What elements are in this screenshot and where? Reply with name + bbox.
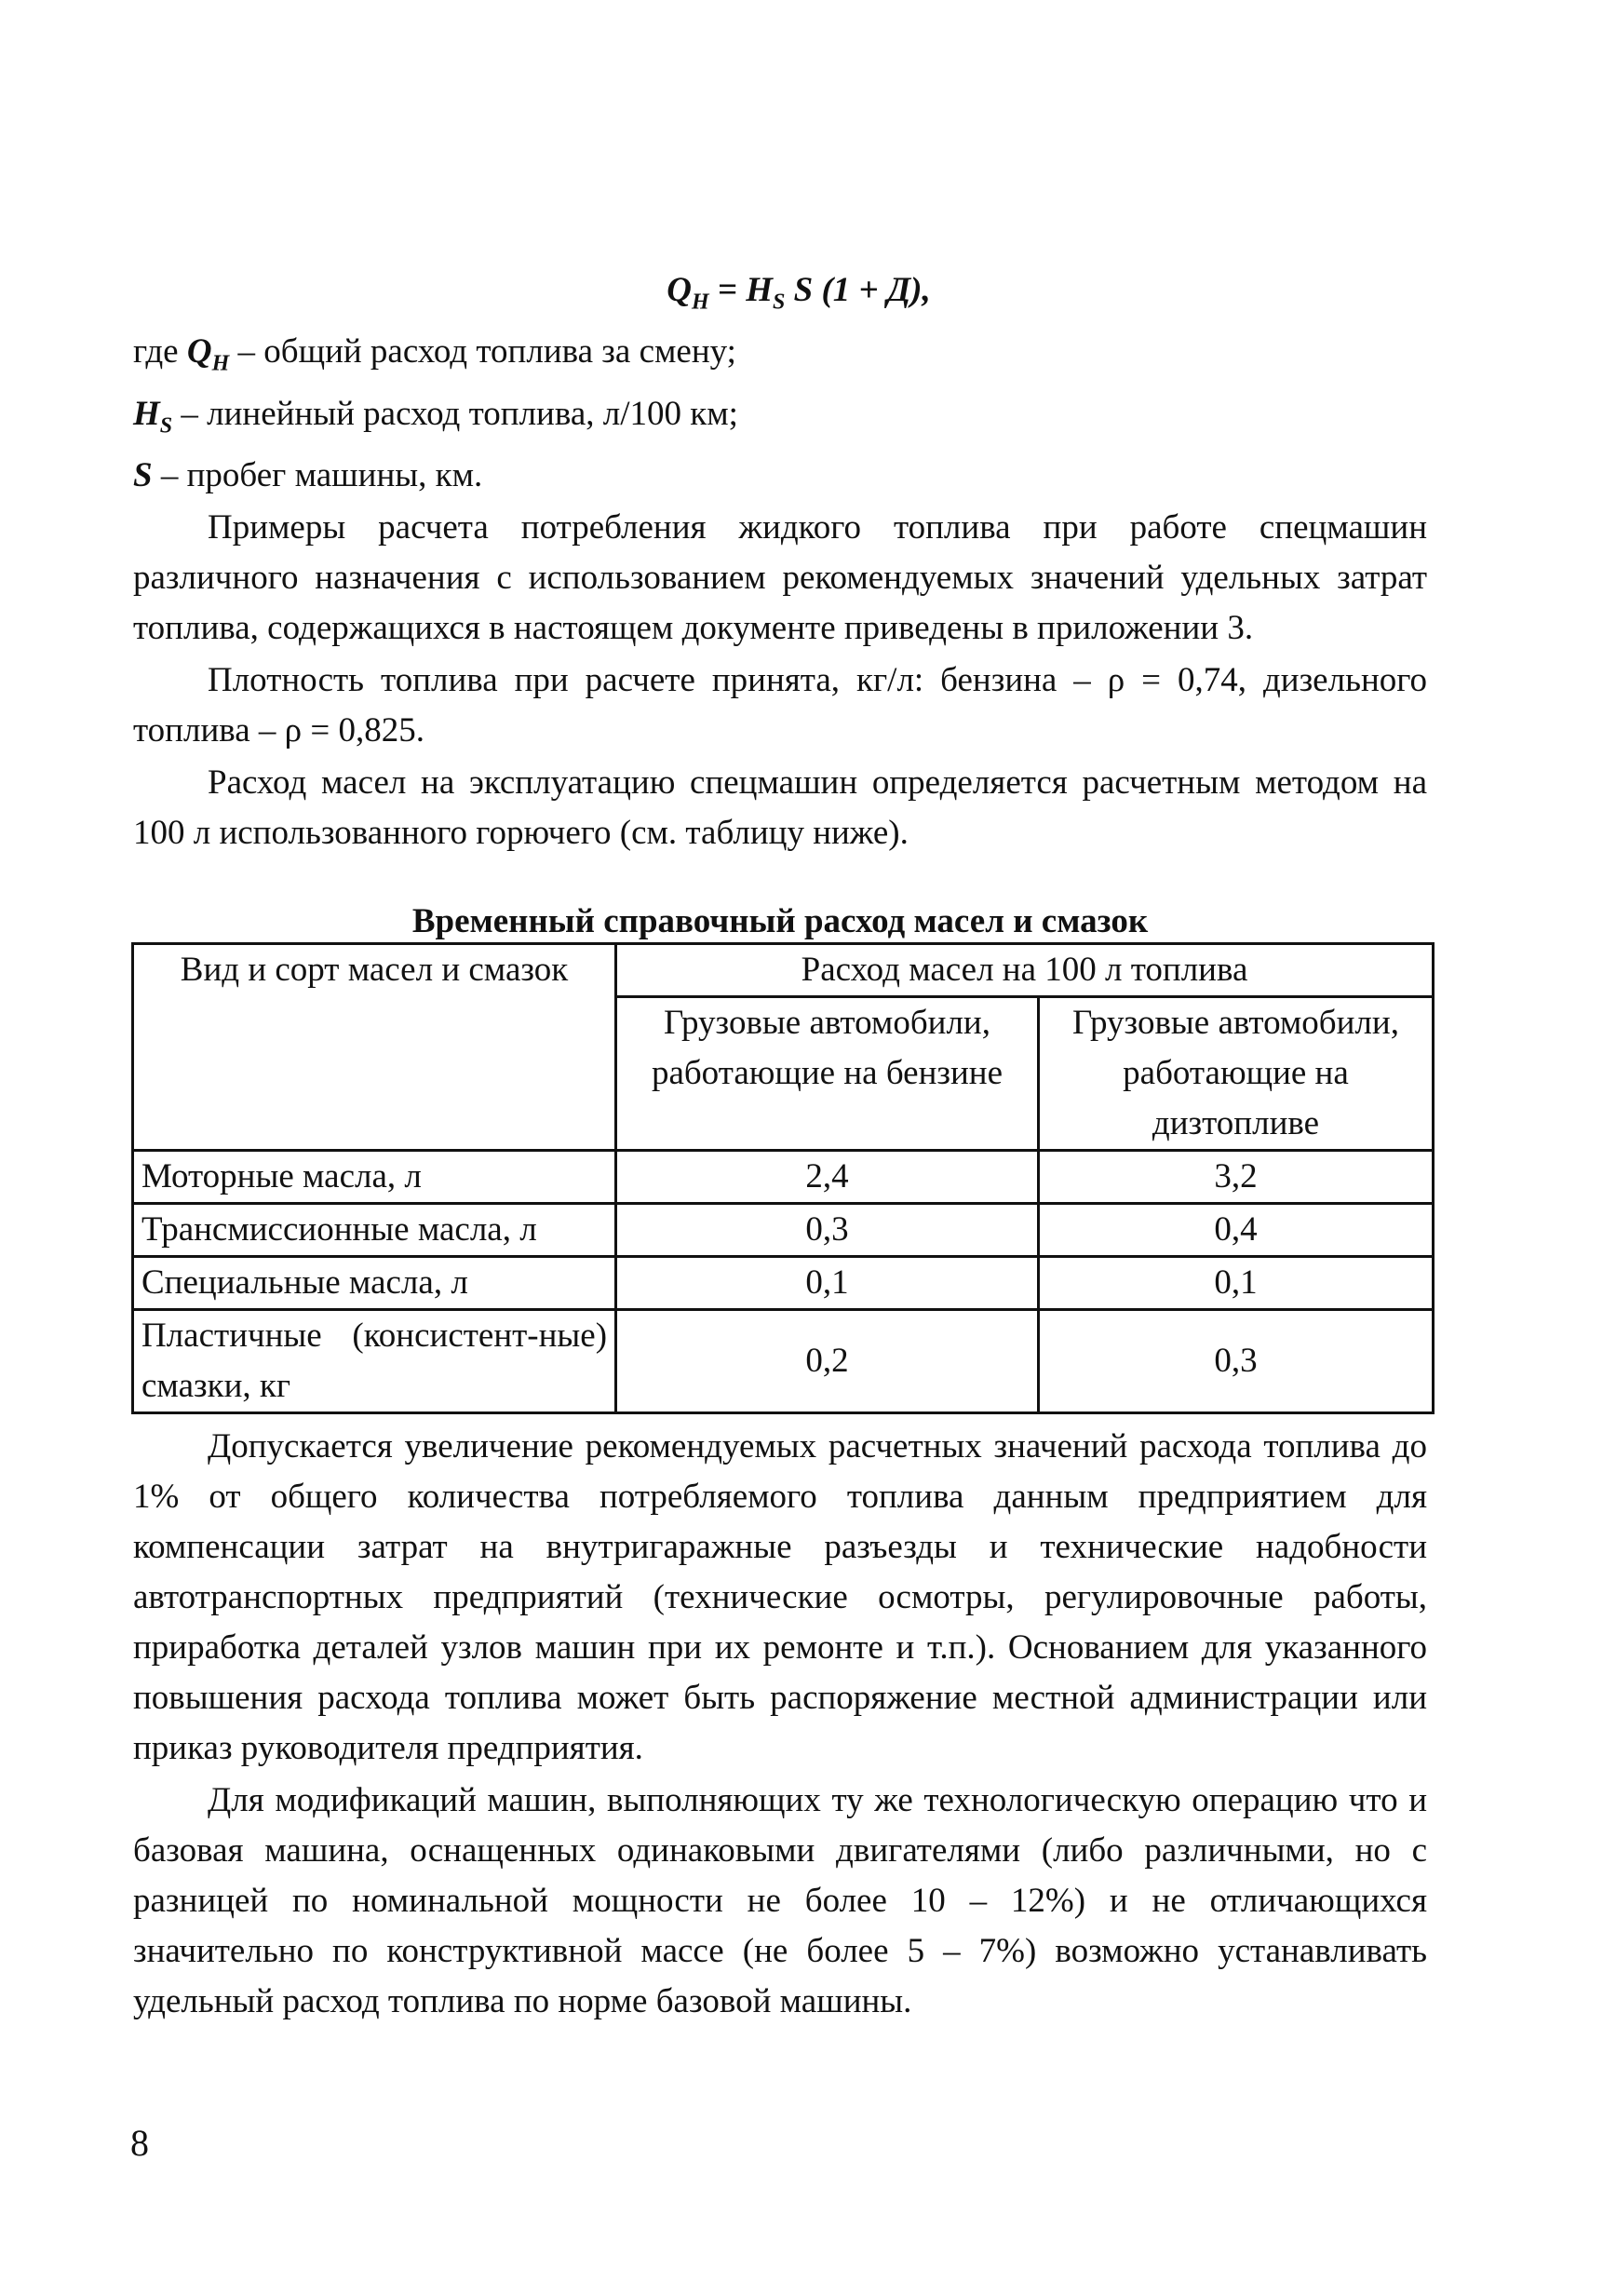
table-row <box>133 1257 1434 1310</box>
row-petrol-value: 0,2 <box>616 1310 1039 1413</box>
oil-consumption-table <box>131 942 1435 1414</box>
table-row <box>133 1204 1434 1257</box>
row-name: Моторные масла, л <box>133 1151 616 1204</box>
formula: $Q_H = H_S$ S (1 + Д), <box>667 271 931 315</box>
paragraph-examples: Примеры расчета потребления жидкого топлива при работе спецмашин различного назначения с использованием рекомендуемых значений удельных затрат топлива, содержащихся в настоящем документе приведены в приложении 3. <box>133 508 1427 648</box>
paragraph-modifications: Для модификаций машин, выполняющих ту же технологическую операцию что и базовая машина, оснащенных одинаковыми двигателями (либо различными, но с разницей по номинальной мощности не более 10 – 12%) и не отличающихся значительно по конструктивной массе (не более 5 – 7%) возможно устанавливать удельный расход топлива по норме базовой машины. <box>133 1781 1427 2021</box>
paragraph-allowance: Допускается увеличение рекомендуемых расчетных значений расхода топлива до 1% от общего количества потребляемого топлива данным предприятием для компенсации затрат на внутригаражные разъезды и технические надобности автотранспортных предприятий (технические осмотры, регулировочные работы, приработка деталей узлов машин при их ремонте и т.п.). Основанием для указанного повышения расхода топлива может быть распоряжение местной администрации или приказ руководителя предприятия. <box>133 1427 1427 1768</box>
page-content <box>133 265 1427 2027</box>
row-diesel-value: 0,4 <box>1038 1204 1433 1257</box>
table-row <box>133 1151 1434 1204</box>
table-header-row <box>133 944 1434 997</box>
row-petrol-value: 0,3 <box>616 1204 1039 1257</box>
row-petrol-value: 0,1 <box>616 1257 1039 1310</box>
row-petrol-value: 2,4 <box>616 1151 1039 1204</box>
table-title: Временный справочный расход масел и смазок <box>411 902 1149 941</box>
row-name: Пластичные (консистент-ные) смазки, кг <box>133 1310 616 1413</box>
header-consumption-group: Расход масел на 100 л топлива <box>616 944 1434 997</box>
header-petrol-trucks: Грузовые автомобили, работающие на бензине <box>616 997 1039 1151</box>
paragraph-density: Плотность топлива при расчете принята, кг/л: бензина – ρ = 0,74, дизельного топлива – ρ = 0,825. <box>133 661 1427 750</box>
definition-hs: $H_S$ – линейный расход топлива, л/100 км; <box>133 394 738 439</box>
paragraph-oil-consumption: Расход масел на эксплуатацию спецмашин определяется расчетным методом на 100 л использованного горючего (см. таблицу ниже). <box>133 763 1427 853</box>
row-name: Трансмиссионные масла, л <box>133 1204 616 1257</box>
header-oil-type: Вид и сорт масел и смазок <box>133 944 616 1151</box>
table-row <box>133 1310 1434 1413</box>
row-name: Специальные масла, л <box>133 1257 616 1310</box>
row-diesel-value: 0,3 <box>1038 1310 1433 1413</box>
page-number: 8 <box>130 2122 149 2164</box>
row-diesel-value: 3,2 <box>1038 1151 1433 1204</box>
definition-s: S – пробег машины, км. <box>133 456 483 495</box>
row-diesel-value: 0,1 <box>1038 1257 1433 1310</box>
definition-qh: где $Q_H$ – общий расход топлива за смену; <box>133 332 736 376</box>
header-diesel-trucks: Грузовые автомобили, работающие на дизтопливе <box>1038 997 1433 1151</box>
